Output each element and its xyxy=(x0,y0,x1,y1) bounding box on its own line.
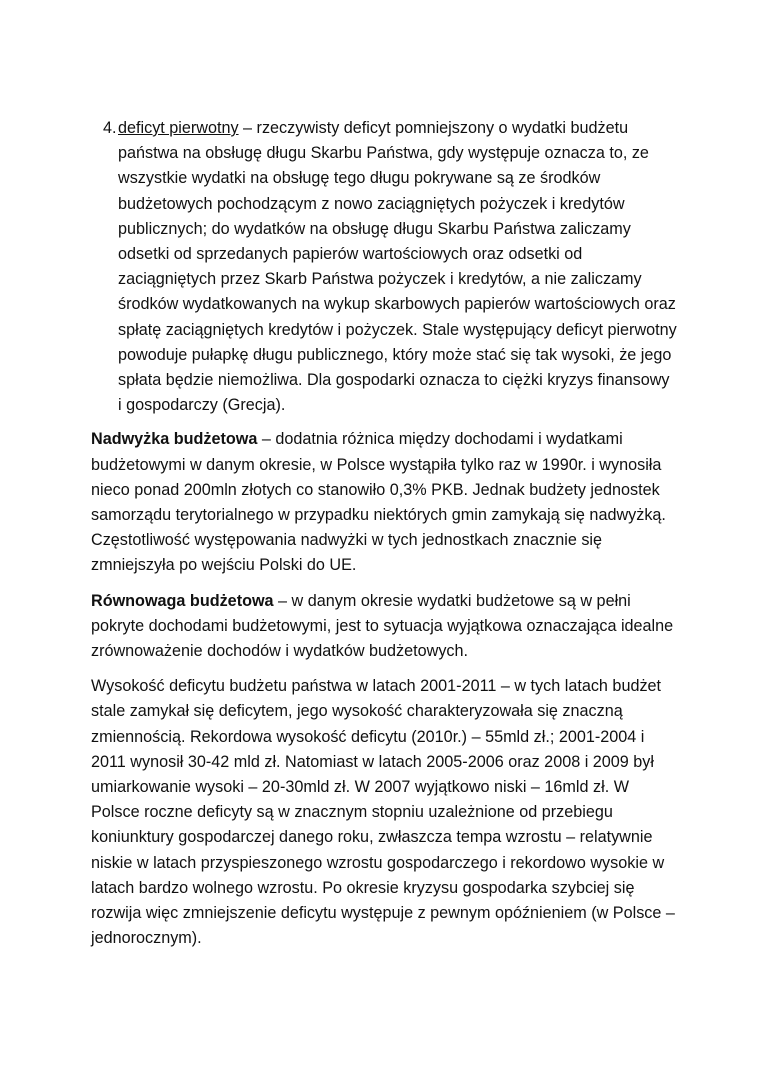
list-item-primary-deficit xyxy=(91,116,677,418)
definition-budget-surplus: – dodatnia różnica między dochodami i wydatkami budżetowymi w danym okresie, w Polsce wystąpiła tylko raz w 1990r. i wynosiła nieco ponad 200mln złotych co stanowiło 0,3% PKB. Jednak budżety jednostek samorządu terytorialnego w przypadku niektórych gmin zamykają się nadwyżką. Częstotliwość występowania nadwyżki w tych jednostkach znacznie się zmniejszyła po wejściu Polski do UE. xyxy=(91,430,666,575)
term-budget-balance: Równowaga budżetowa xyxy=(91,591,274,610)
document-body xyxy=(91,116,677,962)
definition-primary-deficit: – rzeczywisty deficyt pomniejszony o wydatki budżetu państwa na obsługę długu Skarbu Państwa, gdy występuje oznacza to, ze wszystkie wydatki na obsługę tego długu pokrywane są ze środków budżetowych pochodzącym z nowo zaciągniętych pożyczek i kredytów publicznych; do wydatków na obsługę długu Skarbu Państwa zaliczamy odsetki od sprzedanych papierów wartościowych oraz odsetki od zaciągniętych przez Skarb Państwa pożyczek i kredytów, a nie zaliczamy środków wydatkowanych na wykup skarbowych papierów wartościowych oraz spłatę zaciągniętych kredytów i pożyczek. Stale występujący deficyt pierwotny powoduje pułapkę długu publicznego, który może stać się tak wysoki, że jego spłata będzie niemożliwa. Dla gospodarki oznacza to ciężki kryzys finansowy i gospodarczy (Grecja). xyxy=(118,119,677,415)
list-item-number: 4. xyxy=(103,119,117,137)
paragraph-deficit-history xyxy=(91,674,677,951)
deficit-history-text: Wysokość deficytu budżetu państwa w latach 2001-2011 – w tych latach budżet stale zamykał się deficytem, jego wysokość charakteryzowała się znaczną zmiennością. Rekordowa wysokość deficytu (2010r.) – 55mld zł.; 2001-2004 i 2011 wynosił 30-42 mld zł. Natomiast w latach 2005-2006 oraz 2008 i 2009 był umiarkowanie wysoki – 20-30mld zł. W 2007 wyjątkowo niski – 16mld zł. W Polsce roczne deficyty są w znacznym stopniu uzależnione od przebiegu koniunktury gospodarczej danego roku, zwłaszcza tempa wzrostu – relatywnie niskie w latach przyspieszonego wzrostu gospodarczego i rekordowo wysokie w latach bardzo wolnego wzrostu. Po okresie kryzysu gospodarka szybciej się rozwija więc zmniejszenie deficytu występuje z pewnym opóźnieniem (w Polsce – jednorocznym). xyxy=(91,677,675,948)
paragraph-budget-balance xyxy=(91,589,677,665)
definition-budget-balance: – w danym okresie wydatki budżetowe są w pełni pokryte dochodami budżetowymi, jest to sytuacja wyjątkowa oznaczająca idealne zrównoważenie dochodów i wydatków budżetowych. xyxy=(91,591,674,661)
term-primary-deficit: deficyt pierwotny xyxy=(118,119,239,137)
paragraph-budget-surplus xyxy=(91,427,677,578)
term-budget-surplus: Nadwyżka budżetowa xyxy=(91,430,258,449)
